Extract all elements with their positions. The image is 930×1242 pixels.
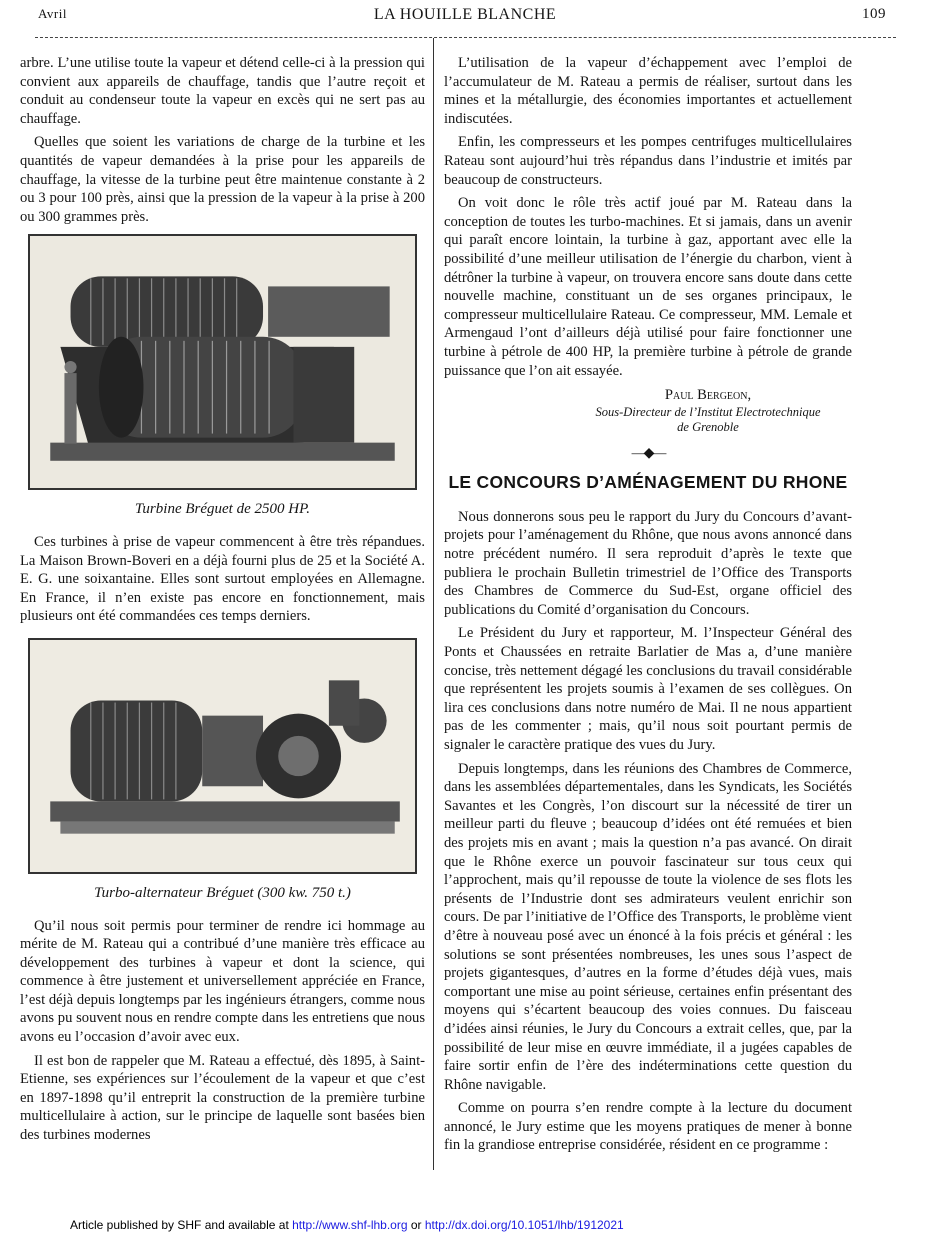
right-column	[444, 54, 852, 1160]
paragraph: On voit donc le rôle très actif joué par M. Rateau dans la conception de toutes les turbo-machines. Et si jamais, dans un avenir qui paraît encore lointain, la turbine à gaz, apportant avec elle la possibilité d’une meilleur utilisation de l’énergie du charbon, vient à détrôner la turbine à vapeur, on trouvera encore sans doute dans cette nouvelle machine, constituant un de ses organes principaux, le compresseur multicellulaire Rateau. Ce compresseur, MM. Lemale et Armengaud l’ont d’ailleurs déjà utilisé pour faire fonctionner une turbine à pétrole de 400 HP, la première turbine à pétrole de grande puissance que l’on ait essayée.	[444, 195, 852, 379]
journal-title: LA HOUILLE BLANCHE	[373, 6, 557, 23]
publication-footer	[70, 1218, 624, 1232]
footer-link-doi[interactable]: http://dx.doi.org/10.1051/lhb/1912021	[424, 1218, 624, 1232]
author-role: Sous-Directeur de l’Institut Electrotechnique	[595, 404, 821, 419]
paragraph: Le Président du Jury et rapporteur, M. l’Inspecteur Général des Ponts et Chaussées en retraite Barlatier de Mas a, d’une manière concise, très nettement dégagé les conclusions du travail considérable que représentent les projets soumis à l’examen de ses collègues. On lira ces conclusions dans notre numéro de Mai. Il ne nous appartient pas de les commenter ; mais, qu’il nous soit pourtant permis de signaler le caractère pratique des vues du Jury.	[444, 625, 852, 753]
figure-turbine-photo	[28, 234, 417, 490]
paragraph: Ces turbines à prise de vapeur commencent à être très répandues. La Maison Brown-Boveri en a déjà fourni plus de 25 et la Société A. E. G. une soixantaine. Elles sont surtout employées en Allemagne. En France, il n’en existe pas encore en fonctionnement, mais plusieurs ont été commandées ces temps derniers.	[20, 533, 425, 625]
paragraph: Quelles que soient les variations de charge de la turbine et les quantités de vapeur demandées à la prise pour les appareils de chauffage, la vitesse de la turbine peut être maintenue constante à 2 ou 3 pour 100 près, ainsi que la pression de la vapeur à la prise à 200 ou 300 grammes près.	[20, 134, 425, 225]
paragraph: Il est bon de rappeler que M. Rateau a effectué, dès 1895, à Saint-Etienne, ses expériences sur l’écoulement de la vapeur et que c’est en 1897-1898 qu’il entreprit la construction de la première turbine multicellulaire à action, sur le principe de laquelle sont basées bien des turbines modernes	[20, 1052, 425, 1144]
footer-text: Article published by SHF and available at	[70, 1218, 293, 1232]
figure-turbo-alternator-photo	[28, 638, 417, 874]
page-header	[38, 2, 892, 26]
column-divider	[433, 38, 434, 1170]
turbo-alternator-illustration	[30, 640, 415, 872]
author-institution: de Grenoble	[677, 419, 739, 434]
left-column	[20, 54, 425, 1150]
paragraph: Qu’il nous soit permis pour terminer de rendre ici hommage au mérite de M. Rateau qui a contribué d’une manière très efficace au développement des turbines à vapeur et dont la science, qui commence à être justement et universellement appréciée en France, l’est déjà depuis longtemps par les ingénieurs étrangers, comme nous avons pu souvent nous en rendre compte dans les entretiens que nous avons eu l’occasion d’avoir avec eux.	[20, 917, 425, 1046]
author-signature	[564, 386, 852, 435]
paragraph: L’utilisation de la vapeur d’échappement avec l’emploi de l’accumulateur de M. Rateau a permis de réaliser, surtout dans les mines et la métallurgie, des économies importantes et actuellement indiscutées.	[444, 55, 852, 127]
page-number: 109	[862, 6, 886, 22]
footer-text: or	[407, 1218, 425, 1232]
paragraph: Depuis longtemps, dans les réunions des Chambres de Commerce, dans les assemblées départementales, dans les Syndicats, les Sociétés Savantes et les Congrès, l’on discourt sur la nécessité de tirer un meilleur parti du fleuve ; beaucoup d’idées ont été remuées et bien des projets mis en avant ; mais la question n’a pas avancé. On dirait que le Rhône exerce un pouvoir fascinateur sur tous ceux qui l’approchent, mais qu’il repousse de toute la violence de ses flots les présents de l’Industrie dont ses admirateurs veulent enrichir son cours. De par l’initiative de l’Office des Transports, le problème vient d’être à nouveau posé avec un énoncé à la fois précis et général : les solutions se sont présentées nombreuses, les unes sous l’aspect de projets gigantesques, d’autres en la forme d’études déjà vues, mais comportant une mise au point sérieuse, certaines enfin présentant des moyens qui s’écartent beaucoup des voies connues. Du faisceau d’idées ainsi réunies, le Jury du Concours a extrait celles, que, par la possibilité de leur mise en œuvre immédiate, il a jugées capables de faire sortir enfin de l’ère des indéterminations cette question du Rhône navigable.	[444, 760, 852, 1093]
paragraph: arbre. L’une utilise toute la vapeur et détend celle-ci à la pression qui convient aux appareils de chauffage, tandis que l’autre reçoit et conduit au condenseur toute la vapeur en excès qui ne sert pas au chauffage.	[20, 55, 425, 127]
section-heading: LE CONCOURS D’AMÉNAGEMENT DU RHONE	[448, 472, 848, 493]
paragraph: Enfin, les compresseurs et les pompes centrifuges multicellulaires Rateau sont aujourd’hui très répandus dans l’industrie et imités par beaucoup de constructeurs.	[444, 134, 852, 188]
author-name: Paul Bergeon,	[664, 387, 752, 404]
section-ornament: —◆—	[631, 445, 665, 461]
paragraph: Comme on pourra s’en rendre compte à la lecture du document annoncé, le Jury estime que les moyens pratiques de mener à bonne fin la grandiose entreprise considérée, résident en ce programme :	[444, 1100, 852, 1154]
figure-caption: Turbo-alternateur Bréguet (300 kw. 750 t.)	[94, 884, 351, 901]
header-month: Avril	[38, 6, 67, 21]
paragraph: Nous donnerons sous peu le rapport du Jury du Concours d’avant-projets pour l’aménagement du Rhône, que nous avons annoncé dans notre précédent numéro. Il sera reproduit d’après le texte que publiera le prochain Bulletin trimestriel de l’Office des Transports des Chambres de Commerce du Sud-Est, organe officiel des publications du Comité d’organisation du Concours.	[444, 508, 852, 618]
footer-link-shf[interactable]: http://www.shf-lhb.org	[292, 1218, 408, 1232]
turbine-illustration	[30, 236, 415, 488]
header-rule	[35, 37, 896, 38]
figure-caption: Turbine Bréguet de 2500 HP.	[134, 501, 311, 518]
